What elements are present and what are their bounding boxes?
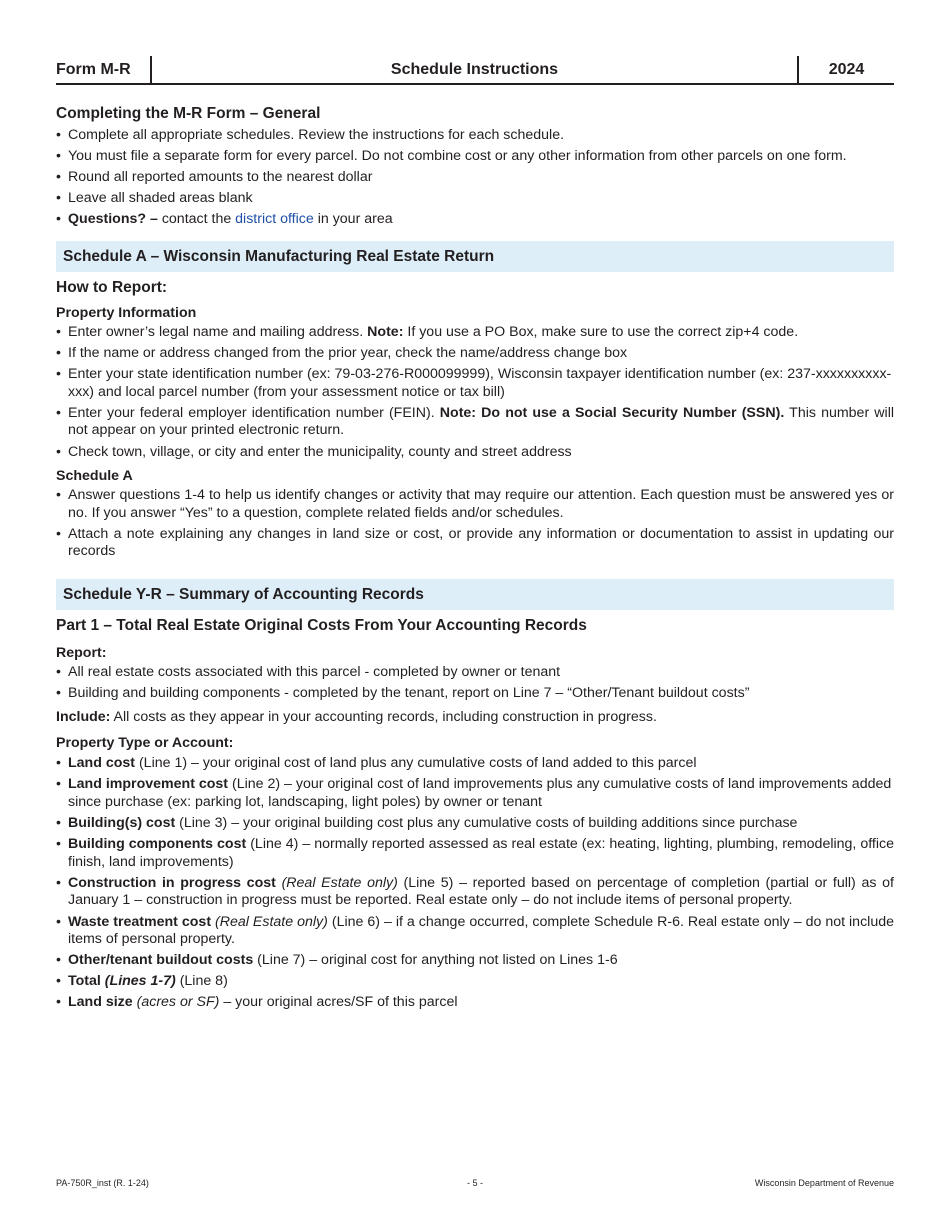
line-label: Land size	[68, 994, 133, 1011]
include-text: All costs as they appear in your accounting records, including construction in progress.	[110, 708, 657, 725]
header-year: 2024	[828, 61, 865, 78]
line-land-improvement	[56, 776, 894, 811]
property-info-heading: Property Information	[56, 304, 197, 321]
list-item: • You must file a separate form for every parcel. Do not combine cost or any other information from other parcels on one form.	[56, 148, 894, 166]
form-header	[56, 56, 894, 85]
property-info-list	[56, 324, 894, 461]
schedule-a-list	[56, 487, 894, 561]
header-title: Schedule Instructions	[152, 56, 799, 83]
schedule-a-band: Schedule A – Wisconsin Manufacturing Real Estate Return	[56, 241, 894, 272]
line-label: Building components cost	[68, 836, 247, 853]
list-item: • Leave all shaded areas blank	[56, 190, 894, 208]
item-text: Enter your federal employer identification number (FEIN).	[68, 404, 440, 421]
department-name: Wisconsin Department of Revenue	[754, 1178, 894, 1188]
schedule-yr-section	[56, 616, 894, 1012]
line-label: Total	[68, 973, 101, 990]
item-text: This number will not appear on your printed electronic return.	[68, 404, 895, 439]
list-item: • Complete all appropriate schedules. Review the instructions for each schedule.	[56, 127, 894, 145]
general-section	[56, 104, 894, 229]
line-qualifier: (Real Estate only)	[281, 874, 398, 891]
form-revision: PA-750R_inst (R. 1-24)	[56, 1178, 149, 1188]
line-land-size	[56, 994, 894, 1012]
include-paragraph	[56, 709, 894, 727]
line-land-cost	[56, 755, 894, 773]
questions-label: Questions? –	[68, 211, 158, 228]
list-item	[56, 324, 894, 342]
line-text: – your original acres/SF of this parcel	[219, 994, 458, 1011]
line-text: (Line 8)	[175, 973, 228, 990]
list-item: • Check town, village, or city and enter the municipality, county and street address	[56, 444, 894, 462]
line-text: (Line 7) – original cost for anything not listed on Lines 1-6	[253, 952, 618, 969]
property-type-label: Property Type or Account:	[56, 735, 234, 752]
line-buildings	[56, 815, 894, 833]
line-text: (Line 5) – reported based on percentage of completion (partial or full) as of January 1 – construction in progress must be reported. Real estate only – do not include items of personal property.	[68, 874, 894, 909]
line-label: Waste treatment cost	[68, 913, 212, 930]
general-list	[56, 127, 894, 229]
line-label: Land improvement cost	[68, 776, 229, 793]
list-item-questions	[56, 211, 894, 229]
line-label: Land cost	[68, 755, 136, 772]
line-other	[56, 952, 894, 970]
district-office-link[interactable]: district office	[235, 211, 314, 228]
line-label: Building(s) cost	[68, 815, 176, 832]
list-item: • Building and building components - completed by the tenant, report on Line 7 – “Other/Tenant buildout costs”	[56, 685, 894, 703]
report-label: Report:	[56, 645, 107, 661]
general-heading: Completing the M-R Form – General	[56, 105, 321, 122]
line-text: (Line 3) – your original building cost plus any cumulative costs of building additions since purchase	[175, 815, 798, 832]
line-text: (Line 4) – normally reported assessed as real estate (ex: heating, lighting, plumbing, remodeling, office finish, land improvements)	[68, 836, 894, 870]
schedule-yr-band: Schedule Y-R – Summary of Accounting Records	[56, 579, 894, 610]
line-text: (Line 2) – your original cost of land improvements plus any cumulative costs of land improvements added since purchase (ex: parking lot, landscaping, light poles) by owner or tenant	[68, 776, 892, 810]
line-components	[56, 836, 894, 871]
document-page	[56, 56, 894, 1016]
report-list	[56, 664, 894, 703]
questions-text: contact the	[157, 211, 236, 228]
ssn-warning: Note: Do not use a Social Security Number (SSN).	[439, 404, 785, 421]
schedule-a-section	[56, 278, 894, 561]
item-text: If you use a PO Box, make sure to use the correct zip+4 code.	[403, 323, 799, 340]
line-qualifier: (acres or SF)	[136, 994, 220, 1011]
list-item: • Answer questions 1-4 to help us identify changes or activity that may require our attention. Each question must be answered yes or no. If you answer “Yes” to a question, complete related fields and/or schedules.	[56, 487, 894, 522]
form-id: Form M-R	[56, 56, 152, 83]
list-item: • If the name or address changed from the prior year, check the name/address change box	[56, 345, 894, 363]
line-text: (Line 1) – your original cost of land plus any cumulative costs of land added to this parcel	[135, 755, 697, 772]
how-to-report-heading: How to Report:	[56, 278, 168, 296]
line-text: (Line 6) – if a change occurred, complete Schedule R-6. Real estate only – do not include items of personal property.	[68, 913, 894, 948]
list-item: • All real estate costs associated with this parcel - completed by owner or tenant	[56, 664, 894, 682]
include-label: Include:	[56, 708, 111, 725]
page-number: - 5 -	[466, 1178, 483, 1188]
list-item	[56, 405, 894, 440]
line-qualifier: (Lines 1-7)	[104, 973, 176, 990]
note-label: Note:	[367, 323, 404, 340]
list-item: • Attach a note explaining any changes in land size or cost, or provide any information or documentation to assist in updating our records	[56, 526, 894, 561]
line-construction	[56, 875, 894, 910]
property-type-list	[56, 755, 894, 1012]
item-text: Enter owner’s legal name and mailing address.	[68, 323, 368, 340]
list-item: • Enter your state identification number (ex: 79-03-276-R000099999), Wisconsin taxpayer identification number (ex: 237-xxxxxxxxxx-xxx) and local parcel number (from your assessment notice or tax bill)	[56, 366, 894, 401]
list-item: • Round all reported amounts to the nearest dollar	[56, 169, 894, 187]
line-total	[56, 973, 894, 991]
part1-heading: Part 1 – Total Real Estate Original Costs From Your Accounting Records	[56, 617, 587, 634]
schedule-a-subheading: Schedule A	[56, 468, 133, 485]
line-label: Construction in progress cost	[68, 874, 276, 891]
line-label: Other/tenant buildout costs	[68, 952, 254, 969]
line-qualifier: (Real Estate only)	[215, 913, 328, 930]
line-waste	[56, 914, 894, 949]
questions-text-end: in your area	[313, 211, 393, 228]
